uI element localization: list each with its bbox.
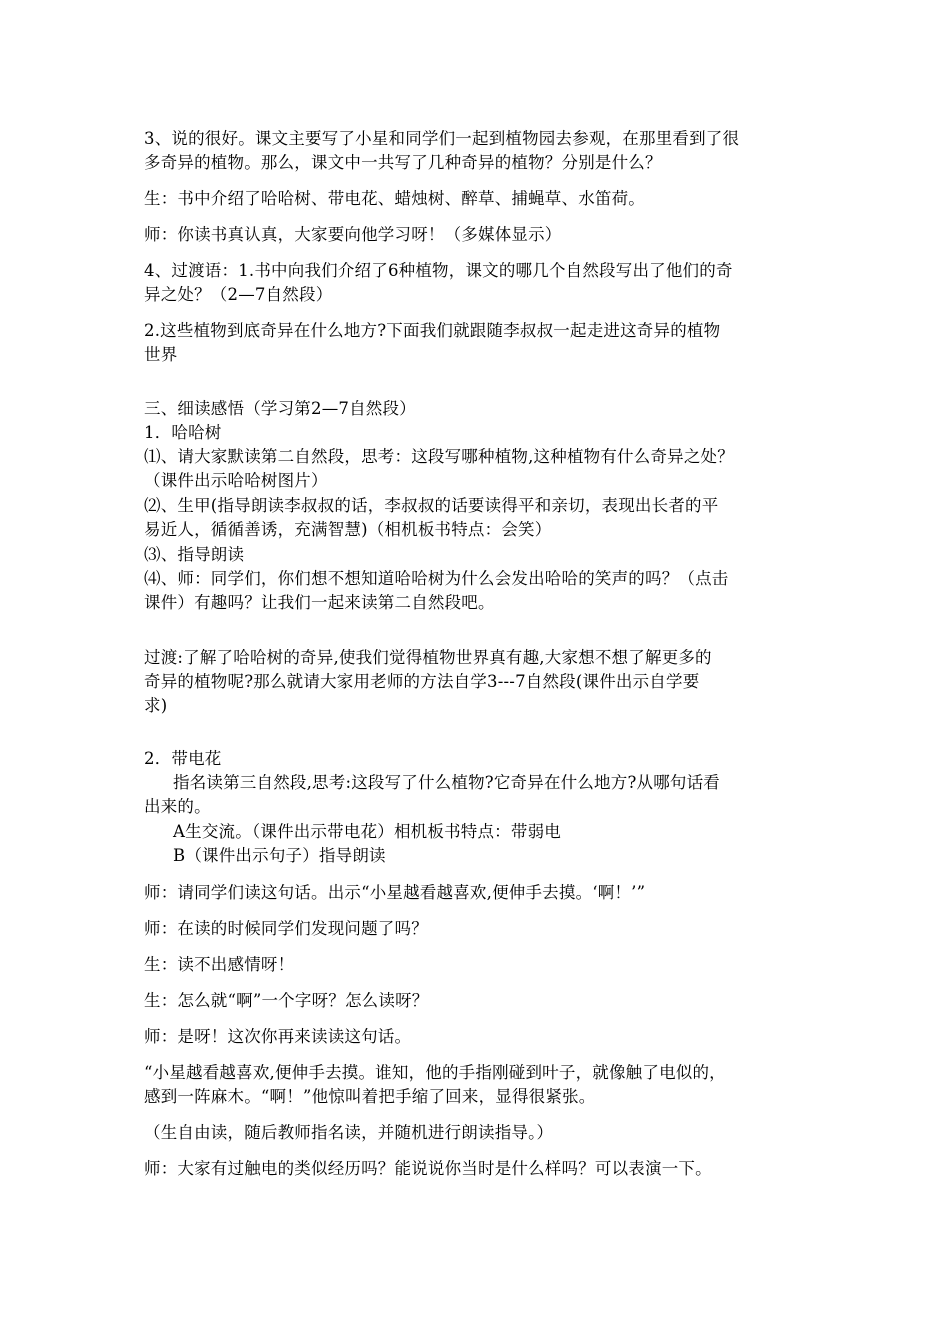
- subsection-heading: 2．带电花: [144, 749, 222, 768]
- text-line: 生：书中介绍了哈哈树、带电花、蜡烛树、醉草、捕蝇草、水笛荷。: [144, 189, 645, 208]
- text-line: 师：是呀！这次你再来读读这句话。: [144, 1027, 412, 1046]
- text-line: 奇异的植物呢?那么就请大家用老师的方法自学3---7自然段(课件出示自学要: [144, 672, 700, 691]
- text-line: ⑷、师：同学们，你们想不想知道哈哈树为什么会发出哈哈的笑声的吗？（点击: [144, 569, 729, 588]
- text-line: 求): [144, 696, 168, 715]
- text-line: B（课件出示句子）指导朗读: [173, 846, 386, 865]
- text-line: 2.这些植物到底奇异在什么地方?下面我们就跟随李叔叔一起走进这奇异的植物: [144, 321, 721, 340]
- text-line: 生：怎么就“啊”一个字呀？怎么读呀？: [144, 991, 429, 1010]
- text-line: ⑵、生甲(指导朗读李叔叔的话，李叔叔的话要读得平和亲切，表现出长者的平: [144, 496, 719, 515]
- text-line: 4、过渡语：1.书中向我们介绍了6种植物，课文的哪几个自然段写出了他们的奇: [144, 261, 733, 280]
- text-line: （生自由读，随后教师指名读，并随机进行朗读指导。）: [144, 1123, 554, 1142]
- text-line: 3、说的很好。课文主要写了小星和同学们一起到植物园去参观，在那里看到了很: [144, 129, 740, 148]
- text-line: ⑶、指导朗读: [144, 545, 245, 564]
- text-line: 师：在读的时候同学们发现问题了吗？: [144, 919, 428, 938]
- text-line: 师：你读书真认真，大家要向他学习呀！（多媒体显示）: [144, 225, 562, 244]
- text-line: 生：读不出感情呀！: [144, 955, 295, 974]
- text-line: ⑴、请大家默读第二自然段，思考：这段写哪种植物,这种植物有什么奇异之处？: [144, 447, 734, 466]
- text-line: 世界: [144, 345, 178, 364]
- text-line: 师：请同学们读这句话。出示“小星越看越喜欢,便伸手去摸。‘啊！’”: [144, 883, 646, 902]
- text-line: 过渡:了解了哈哈树的奇异,使我们觉得植物世界真有趣,大家想不想了解更多的: [144, 648, 712, 667]
- text-line: 易近人，循循善诱，充满智慧)（相机板书特点：会笑）: [144, 520, 552, 539]
- text-line: 课件）有趣吗？让我们一起来读第二自然段吧。: [144, 593, 495, 612]
- text-line: 师：大家有过触电的类似经历吗？能说说你当时是什么样吗？可以表演一下。: [144, 1159, 712, 1178]
- section-heading: 三、细读感悟（学习第2—7自然段）: [144, 399, 416, 418]
- text-line: 异之处？（2—7自然段）: [144, 285, 333, 304]
- text-line: 多奇异的植物。那么，课文中一共写了几种奇异的植物？分别是什么？: [144, 153, 662, 172]
- text-line: （课件出示哈哈树图片）: [144, 471, 328, 490]
- text-line: 感到一阵麻木。“啊！”他惊叫着把手缩了回来，显得很紧张。: [144, 1087, 596, 1106]
- text-line: 指名读第三自然段,思考:这段写了什么植物?它奇异在什么地方?从哪句话看: [173, 773, 720, 792]
- text-line: 出来的。: [144, 797, 211, 816]
- text-line: “小星越看越喜欢,便伸手去摸。谁知，他的手指刚碰到叶子，就像触了电似的，: [144, 1063, 726, 1082]
- text-line: A生交流。（课件出示带电花）相机板书特点：带弱电: [173, 822, 561, 841]
- subsection-heading: 1．哈哈树: [144, 423, 222, 442]
